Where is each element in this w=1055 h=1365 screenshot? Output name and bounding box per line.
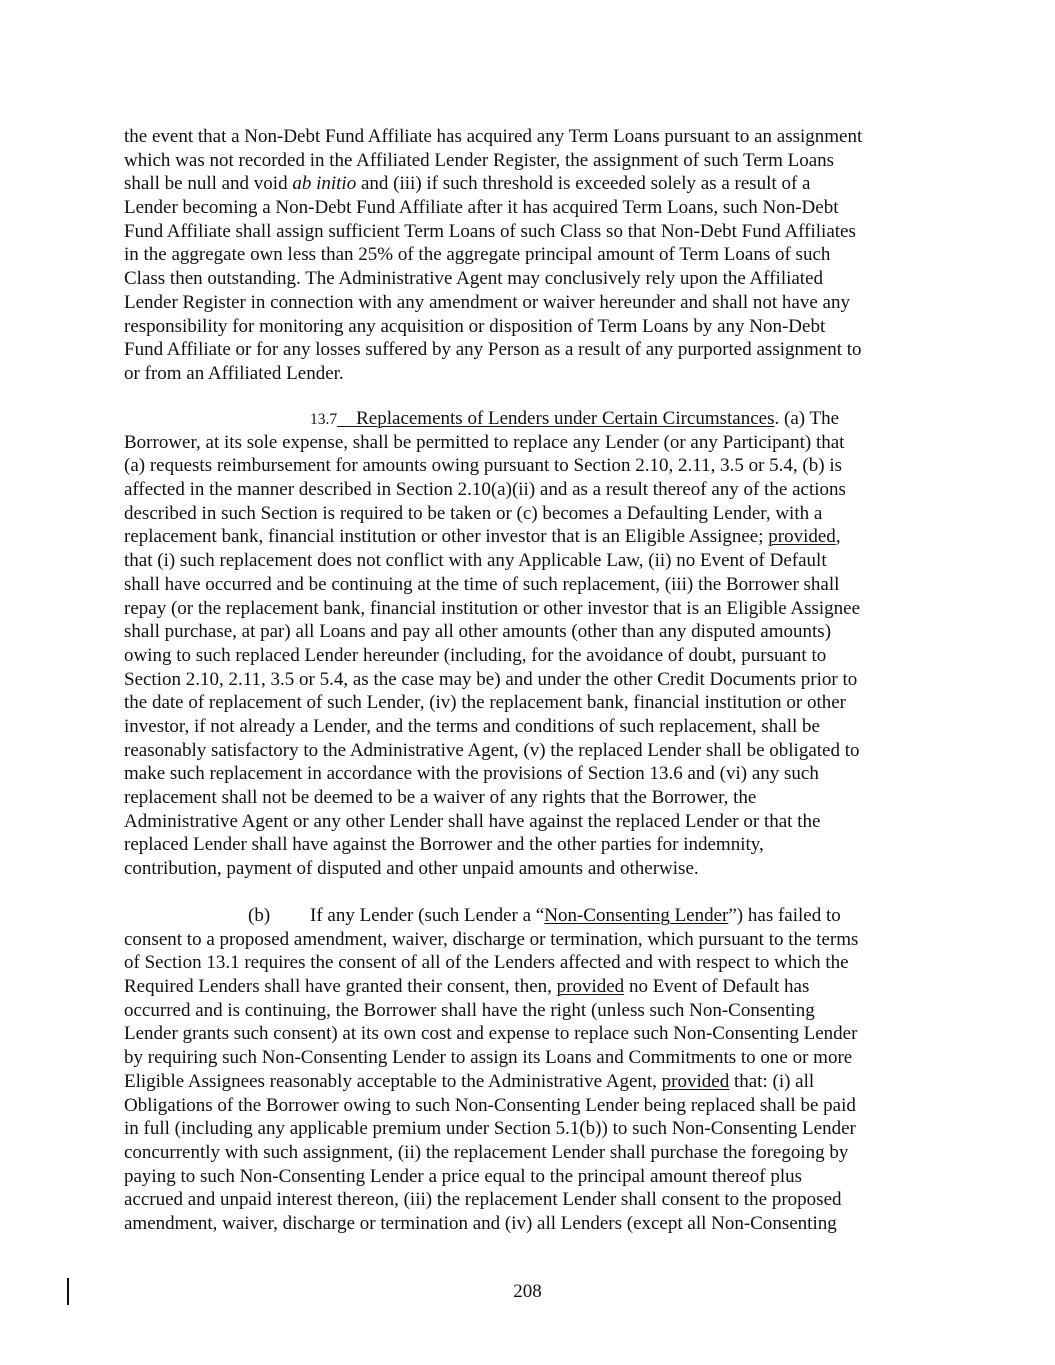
text-run: If any Lender (such Lender a “ <box>310 905 545 926</box>
text-run: replacement bank, financial institution or other investor that is an Eligible Assignee; <box>124 526 769 548</box>
text-line: amendment, waiver, discharge or termination and (iv) all Lenders (except all Non-Consenting <box>124 1212 837 1234</box>
text-line: the date of replacement of such Lender, (iv) the replacement bank, financial institution or other <box>124 692 847 714</box>
text-run: no Event of Default has <box>624 976 810 998</box>
text-line <box>124 1070 928 1094</box>
text-line: affected in the manner described in Section 2.10(a)(ii) and as a result thereof any of the actions <box>124 479 846 501</box>
text-line: shall have occurred and be continuing at the time of such replacement, (iii) the Borrower shall <box>124 573 840 595</box>
text-line: contribution, payment of disputed and other unpaid amounts and otherwise. <box>124 858 699 880</box>
section-lead-in: . (a) The <box>774 408 840 429</box>
text-line: (a) requests reimbursement for amounts owing pursuant to Section 2.10, 2.11, 3.5 or 5.4, (b) is <box>124 455 843 477</box>
text-line: by requiring such Non-Consenting Lender to assign its Loans and Commitments to one or more <box>124 1047 853 1069</box>
text-line: Section 2.10, 2.11, 3.5 or 5.4, as the case may be) and under the other Credit Documents prior to <box>124 668 858 690</box>
text-line: make such replacement in accordance with the provisions of Section 13.6 and (vi) any such <box>124 763 819 785</box>
section-heading-line <box>310 407 928 431</box>
text-line: Fund Affiliate shall assign sufficient Term Loans of such Class so that Non-Debt Fund Affiliates <box>124 220 856 242</box>
defined-term-provided: provided <box>768 526 836 548</box>
text-line: concurrently with such assignment, (ii) the replacement Lender shall purchase the foregoing by <box>124 1141 849 1163</box>
text-line: replacement shall not be deemed to be a waiver of any rights that the Borrower, the <box>124 787 757 808</box>
text-line: that (i) such replacement does not conflict with any Applicable Law, (ii) no Event of Default <box>124 550 827 572</box>
text-line: Lender grants such consent) at its own cost and expense to replace such Non-Consenting Lender <box>124 1023 858 1045</box>
text-line: Administrative Agent or any other Lender shall have against the replaced Lender or that the <box>124 810 821 832</box>
text-line: Borrower, at its sole expense, shall be permitted to replace any Lender (or any Participant) that <box>124 431 845 453</box>
text-line: responsibility for monitoring any acquisition or disposition of Term Loans by any Non-Debt <box>124 315 826 337</box>
text-line: of Section 13.1 requires the consent of all of the Lenders affected and with respect to which the <box>124 952 849 974</box>
text-line: described in such Section is required to be taken or (c) becomes a Defaulting Lender, with a <box>124 502 823 524</box>
text-line <box>124 172 928 196</box>
text-line: Obligations of the Borrower owing to such Non-Consenting Lender being replaced shall be paid <box>124 1094 856 1116</box>
text-run: and (iii) if such threshold is exceeded solely as a result of a <box>356 173 811 195</box>
section-13-7-replacements-of-lenders <box>124 407 928 881</box>
text-run: shall be null and void <box>124 173 293 195</box>
section-heading-spacer <box>337 408 356 429</box>
text-run: ”) has failed to <box>728 905 841 926</box>
text-line: investor, if not already a Lender, and the terms and conditions of such replacement, shall be <box>124 715 820 737</box>
defined-term-provided: provided <box>661 1070 730 1092</box>
text-line: paying to such Non-Consenting Lender a price equal to the principal amount thereof plus <box>124 1165 803 1187</box>
text-line: Lender becoming a Non-Debt Fund Affiliate after it has acquired Term Loans, such Non-Debt <box>124 197 839 219</box>
section-heading: Replacements of Lenders under Certain Circumstances <box>356 408 775 429</box>
text-line: in full (including any applicable premium under Section 5.1(b)) to such Non-Consenting Lender <box>124 1118 856 1140</box>
text-run: Required Lenders shall have granted their consent, then, <box>124 976 557 998</box>
text-line: repay (or the replacement bank, financial institution or other investor that is an Eligible Assignee <box>124 597 861 619</box>
text-line: the event that a Non-Debt Fund Affiliate has acquired any Term Loans pursuant to an assignment <box>124 126 863 147</box>
defined-term-provided: provided <box>556 976 625 998</box>
text-line: owing to such replaced Lender hereunder (including, for the avoidance of doubt, pursuant to <box>124 644 827 666</box>
text-line: Lender Register in connection with any amendment or waiver hereunder and shall not have any <box>124 291 850 313</box>
text-line: reasonably satisfactory to the Administrative Agent, (v) the replaced Lender shall be obligated to <box>124 739 860 761</box>
page-number: 208 <box>513 1281 542 1302</box>
subsection-label: (b) <box>248 905 271 926</box>
italic-term-ab-initio: ab initio <box>292 173 357 195</box>
text-run: Eligible Assignees reasonably acceptable to the Administrative Agent, <box>124 1070 662 1092</box>
text-line: accrued and unpaid interest thereon, (iii) the replacement Lender shall consent to the proposed <box>124 1189 842 1211</box>
subsection-b-non-consenting-lender <box>124 904 928 1236</box>
text-line: Class then outstanding. The Administrative Agent may conclusively rely upon the Affiliated <box>124 268 824 290</box>
text-line: replaced Lender shall have against the Borrower and the other parties for indemnity, <box>124 834 764 856</box>
text-line: shall purchase, at par) all Loans and pay all other amounts (other than any disputed amounts) <box>124 621 832 643</box>
text-line: or from an Affiliated Lender. <box>124 362 344 384</box>
text-run: , <box>835 526 841 548</box>
text-line: Fund Affiliate or for any losses suffered by any Person as a result of any purported assignment to <box>124 339 862 361</box>
text-line: consent to a proposed amendment, waiver, discharge or termination, which pursuant to the terms <box>124 928 859 950</box>
section-number: 13.7 <box>310 411 338 428</box>
defined-term-non-consenting-lender: Non-Consenting Lender <box>544 905 729 926</box>
paragraph-affiliated-lender-continuation <box>124 125 928 386</box>
text-line <box>124 975 928 999</box>
text-line: in the aggregate own less than 25% of the aggregate principal amount of Term Loans of such <box>124 244 831 266</box>
text-line <box>124 525 928 549</box>
text-line: which was not recorded in the Affiliated Lender Register, the assignment of such Term Loans <box>124 149 835 171</box>
text-run: that: (i) all <box>729 1070 815 1092</box>
subsection-first-line <box>248 904 928 928</box>
text-line: occurred and is continuing, the Borrower shall have the right (unless such Non-Consenting <box>124 999 815 1021</box>
